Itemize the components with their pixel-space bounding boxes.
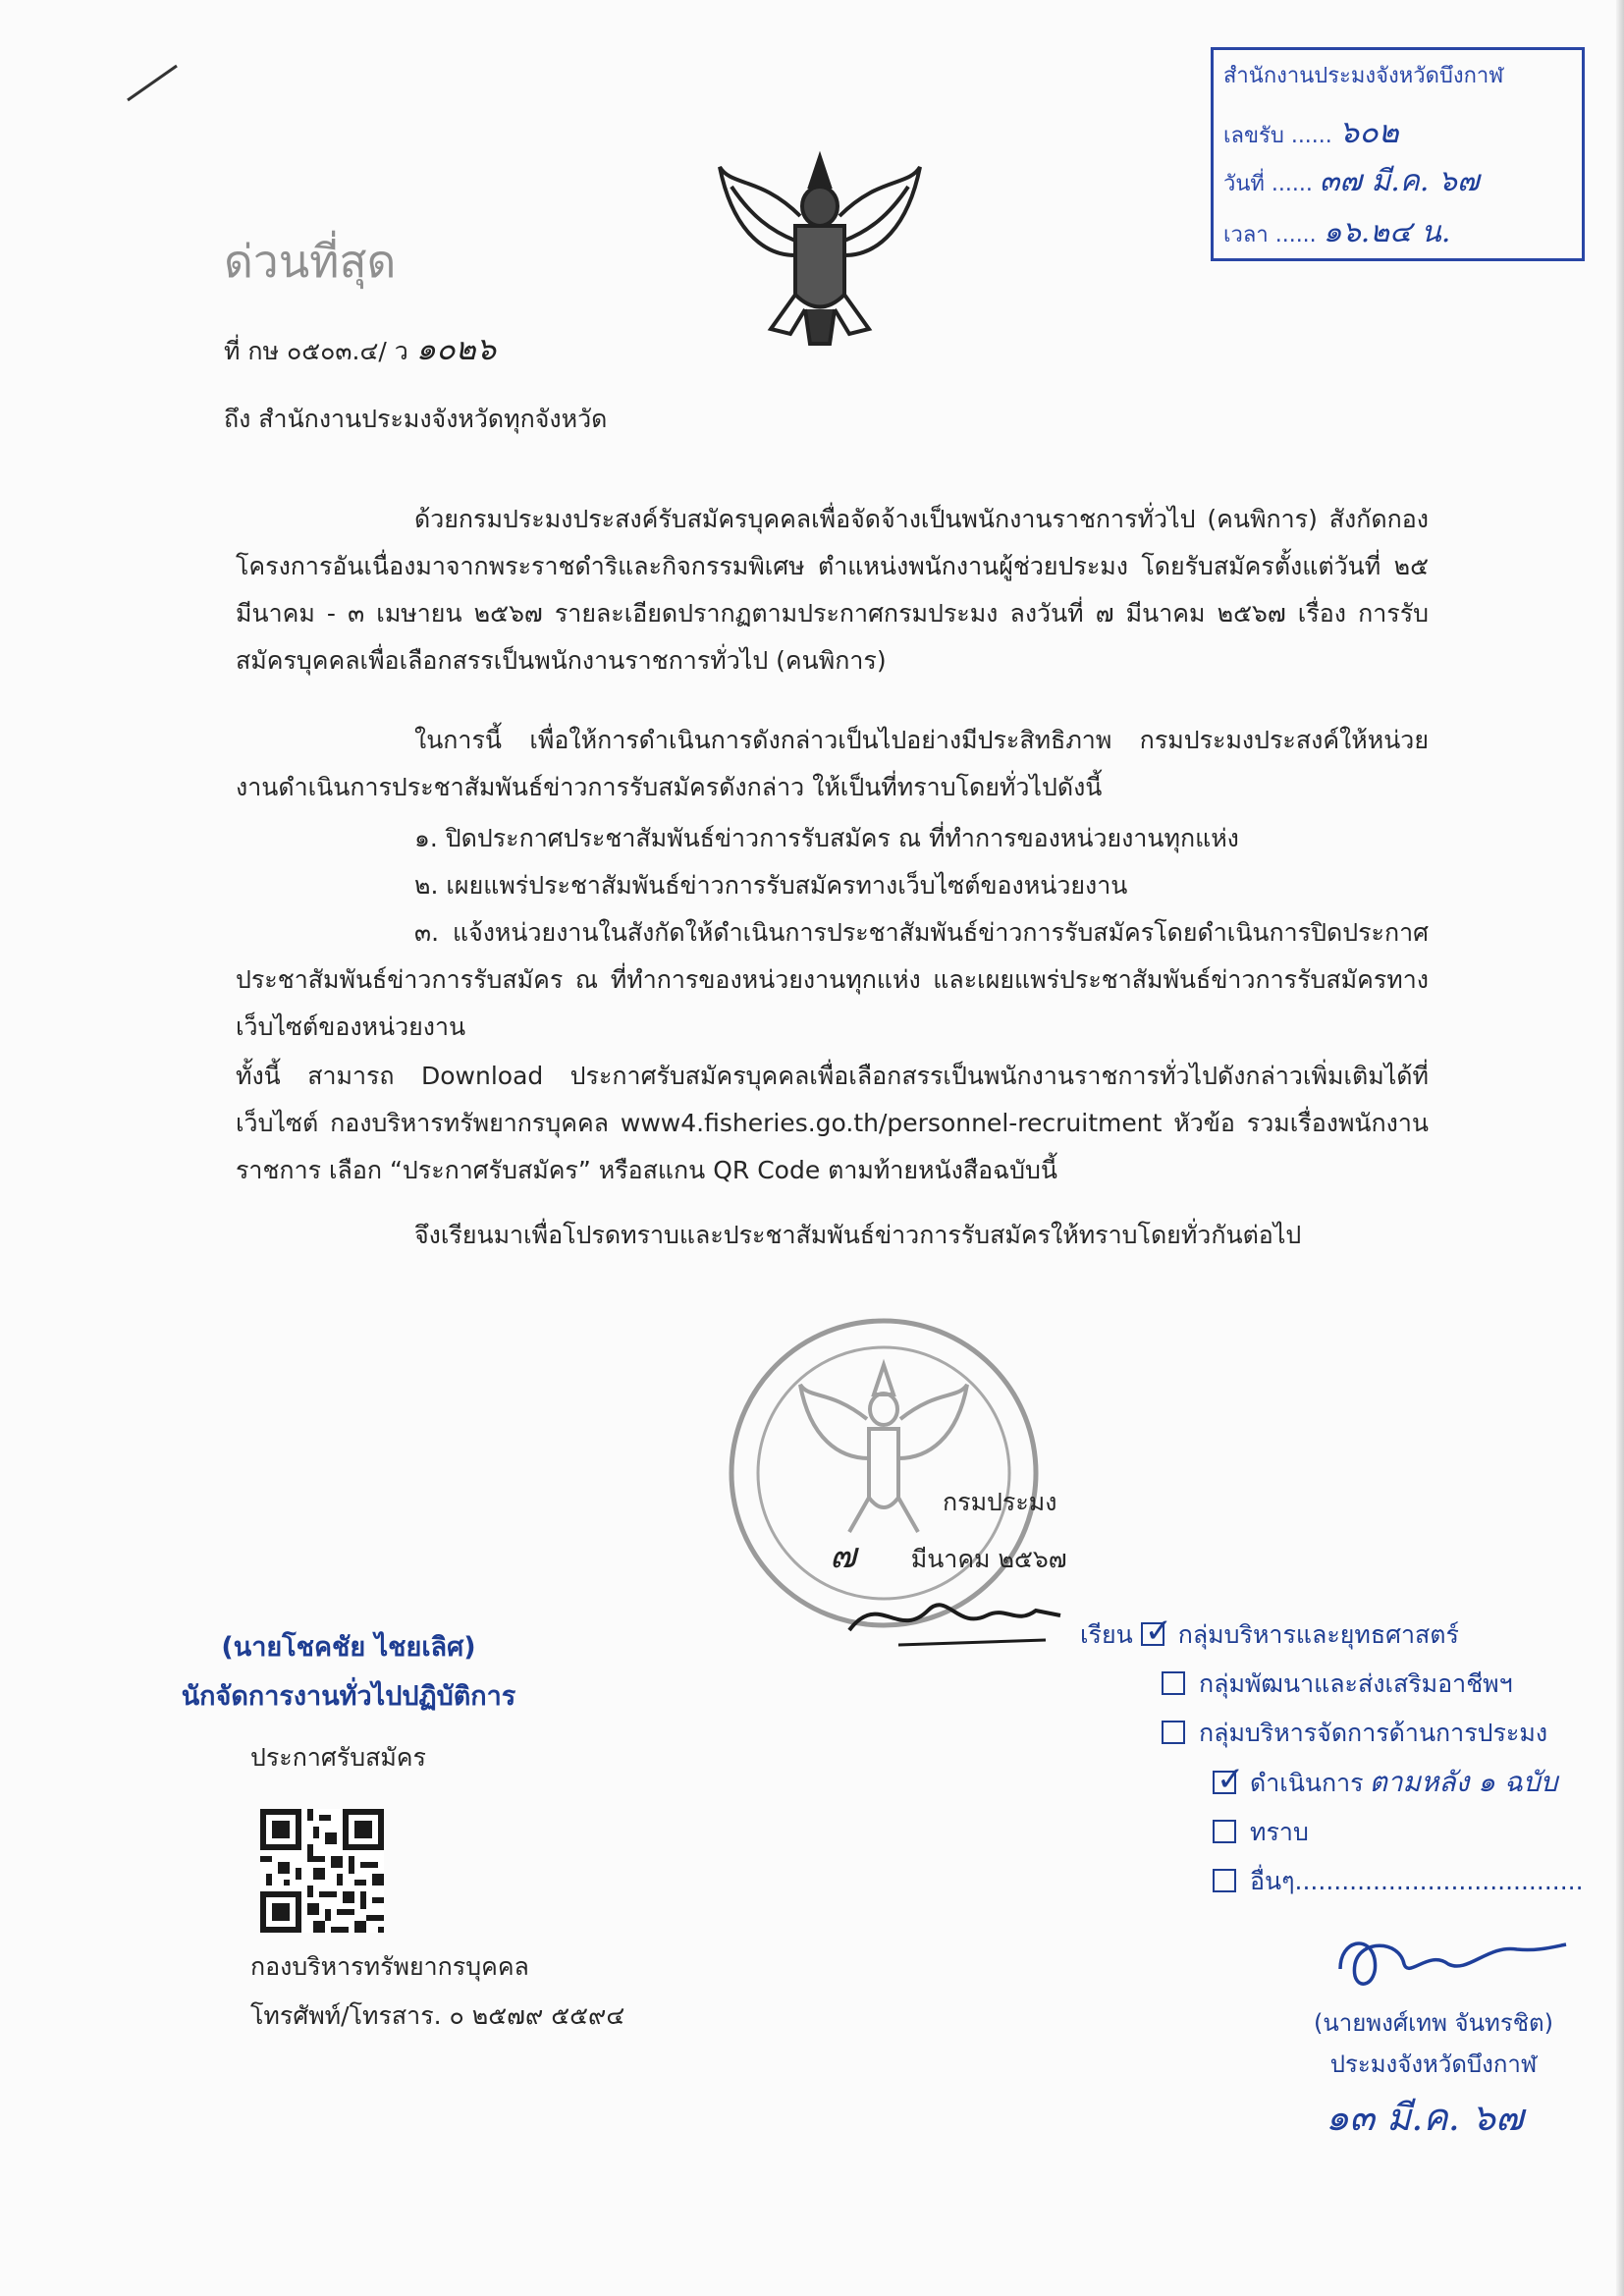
right-signer-position: ประมงจังหวัดบึงกาฬ	[1329, 2050, 1538, 2078]
routing-group-label: กลุ่มบริหารจัดการด้านการประมง	[1199, 1719, 1548, 1747]
routing-action-2	[1213, 1808, 1584, 1857]
routing-action-note: ตามหลัง ๑ ฉบับ	[1369, 1766, 1558, 1798]
routing-action-label: ทราบ	[1250, 1818, 1309, 1846]
addressee: ถึง สำนักงานประมงจังหวัดทุกจังหวัด	[224, 405, 608, 433]
left-signer-position: นักจัดการงานทั่วไปปฏิบัติการ	[181, 1681, 516, 1712]
receipt-stamp: สำนักงานประมงจังหวัดบึงกาฬ เลขรับ ...... ๖๐๒ วันที่ ...... ๓๗ มี.ค. ๖๗ เวลา ...... ๑๖.๒๔ น.	[1211, 47, 1585, 261]
doc-number-handwritten: ๑๐๒๖	[415, 330, 496, 367]
routing-group-2	[1080, 1660, 1547, 1709]
list-item-2: ๒. เผยแพร่ประชาสัมพันธ์ข่าวการรับสมัครทางเว็บไซต์ของหน่วยงาน	[414, 871, 1128, 900]
list-item-3: ๓. แจ้งหน่วยงานในสังกัดให้ดำเนินการประชาสัมพันธ์ข่าวการรับสมัครโดยดำเนินการปิดประกาศประชาสัมพันธ์ข่าวการรับสมัคร ณ ที่ทำการของหน่วยงานทุกแห่ง และเผยแพร่ประชาสัมพันธ์ข่าวการรับสมัครทางเว็บไซต์ของหน่วยงาน	[236, 918, 1429, 1041]
pen-mark	[123, 61, 182, 105]
receipt-time-value: ๑๖.๒๔ น.	[1323, 215, 1451, 249]
checkbox	[1213, 1820, 1236, 1843]
routing-prefix: เรียน	[1080, 1620, 1133, 1649]
routing-group-1	[1080, 1611, 1547, 1660]
doc-number	[224, 330, 496, 367]
list-item-1: ๑. ปิดประกาศประชาสัมพันธ์ข่าวการรับสมัคร ณ ที่ทำการของหน่วยงานทุกแห่ง	[414, 824, 1239, 852]
scan-edge	[1616, 0, 1624, 2296]
paragraph-1: ด้วยกรมประมงประสงค์รับสมัครบุคคลเพื่อจัดจ้างเป็นพนักงานราชการทั่วไป (คนพิการ) สังกัดกองโครงการอันเนื่องมาจากพระราชดำริและกิจกรรมพิเศษ ตำแหน่งพนักงานผู้ช่วยประมง โดยรับสมัครตั้งแต่วันที่ ๒๕ มีนาคม - ๓ เมษายน ๒๕๖๗ รายละเอียดปรากฏตามประกาศกรมประมง ลงวันที่ ๗ มีนาคม ๒๕๖๗ เรื่อง การรับสมัครบุคคลเพื่อเลือกสรรเป็นพนักงานราชการทั่วไป (คนพิการ)	[236, 505, 1429, 675]
checkbox	[1213, 1869, 1236, 1892]
garuda-emblem	[712, 147, 928, 354]
director-signature	[839, 1571, 1075, 1655]
contact-division: กองบริหารทรัพยากรบุคคล	[250, 1952, 529, 1981]
provincial-officer-signature	[1321, 1920, 1576, 1998]
routing-groups	[1080, 1611, 1547, 1758]
receipt-date-label: วันที่	[1223, 172, 1265, 196]
receipt-number-label: เลขรับ	[1223, 124, 1284, 148]
checkbox	[1162, 1721, 1185, 1744]
routing-action-label: ดำเนินการ	[1250, 1769, 1364, 1797]
seal-date-rest: มีนาคม ๒๕๖๗	[910, 1545, 1067, 1573]
left-signer-name: (นายโชคชัย ไชยเลิศ)	[221, 1632, 476, 1663]
routing-actions	[1213, 1758, 1584, 1906]
contact-phone: โทรศัพท์/โทรสาร. ๐ ๒๕๗๙ ๕๕๙๔	[250, 2001, 625, 2030]
qr-code	[260, 1809, 384, 1933]
receipt-time-label: เวลา	[1223, 223, 1269, 247]
paragraph-2: ในการนี้ เพื่อให้การดำเนินการดังกล่าวเป็นไปอย่างมีประสิทธิภาพ กรมประมงประสงค์ให้หน่วยงานดำเนินการประชาสัมพันธ์ข่าวการรับสมัครดังกล่าว ให้เป็นที่ทราบโดยทั่วไปดังนี้	[236, 726, 1429, 801]
right-signer-name: (นายพงศ์เทพ จันทรชิต)	[1314, 2009, 1553, 2037]
routing-group-label: กลุ่มบริหารและยุทธศาสตร์	[1177, 1620, 1459, 1649]
routing-group-label: กลุ่มพัฒนาและส่งเสริมอาชีพฯ	[1199, 1669, 1513, 1698]
routing-action-3	[1213, 1857, 1584, 1906]
routing-action-1	[1213, 1758, 1584, 1808]
checkbox-checked	[1213, 1771, 1236, 1794]
right-signer-date: ๑๓ มี.ค. ๖๗	[1326, 2096, 1524, 2139]
checkbox-checked	[1141, 1622, 1164, 1646]
receipt-number-value: ๖๐๒	[1338, 113, 1399, 150]
seal-date-day: ๗	[830, 1536, 857, 1576]
checkbox	[1162, 1671, 1185, 1695]
closing-line: จึงเรียนมาเพื่อโปรดทราบและประชาสัมพันธ์ข่าวการรับสมัครให้ทราบโดยทั่วกันต่อไป	[414, 1221, 1302, 1249]
qr-label: ประกาศรับสมัคร	[250, 1743, 426, 1772]
urgency-label: ด่วนที่สุด	[224, 235, 397, 288]
seal-agency: กรมประมง	[943, 1488, 1057, 1516]
receipt-stamp-office: สำนักงานประมงจังหวัดบึงกาฬ	[1223, 64, 1504, 88]
routing-action-label: อื่นๆ.....................................	[1250, 1867, 1584, 1895]
routing-group-3	[1080, 1709, 1547, 1758]
download-note: ทั้งนี้ สามารถ Download ประกาศรับสมัครบุคคลเพื่อเลือกสรรเป็นพนักงานราชการทั่วไปดังกล่าวเพิ่มเติมได้ที่เว็บไซต์ กองบริหารทรัพยากรบุคคล www4.fisheries.go.th/personnel-recruitment หัวข้อ รวมเรื่องพนักงานราชการ เลือก “ประกาศรับสมัคร” หรือสแกน QR Code ตามท้ายหนังสือฉบับนี้	[236, 1062, 1429, 1184]
receipt-date-value: ๓๗ มี.ค. ๖๗	[1319, 164, 1480, 198]
doc-number-prefix: ที่ กษ ๐๕๐๓.๔/ ว	[224, 337, 408, 365]
